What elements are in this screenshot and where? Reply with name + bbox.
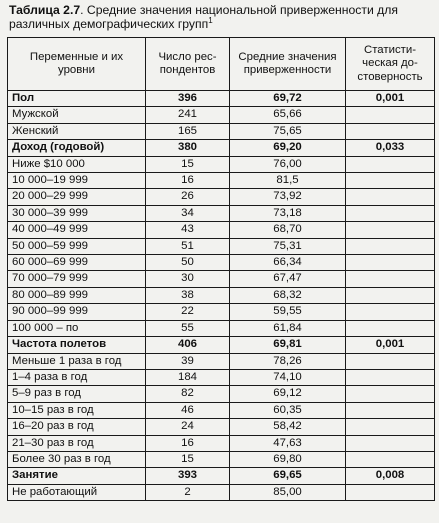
table-cell: 0,001: [346, 337, 435, 353]
table-cell: 55: [146, 320, 230, 336]
table-body: [8, 91, 435, 501]
table-cell: 66,34: [230, 255, 346, 271]
table-cell: 75,31: [230, 238, 346, 254]
table-cell: 43: [146, 222, 230, 238]
table-cell: 58,42: [230, 419, 346, 435]
table-cell: [346, 484, 435, 500]
table-cell: 70 000–79 999: [8, 271, 146, 287]
table-cell: 241: [146, 107, 230, 123]
table-cell: Меньше 1 раза в год: [8, 353, 146, 369]
table-cell: [346, 287, 435, 303]
table-row: [8, 484, 435, 500]
table-row: [8, 255, 435, 271]
table-cell: 38: [146, 287, 230, 303]
table-row: [8, 369, 435, 385]
table-cell: 59,55: [230, 304, 346, 320]
table-cell: [346, 238, 435, 254]
table-row: [8, 189, 435, 205]
table-cell: Пол: [8, 91, 146, 107]
table-cell: [346, 369, 435, 385]
table-cell: 90 000–99 999: [8, 304, 146, 320]
table-cell: 50 000–59 999: [8, 238, 146, 254]
table-cell: 396: [146, 91, 230, 107]
table-cell: 82: [146, 386, 230, 402]
table-cell: [346, 271, 435, 287]
table-cell: 69,65: [230, 468, 346, 484]
table-cell: Более 30 раз в год: [8, 451, 146, 467]
table-cell: 24: [146, 419, 230, 435]
table-cell: [346, 435, 435, 451]
table-cell: 60,35: [230, 402, 346, 418]
table-row: [8, 304, 435, 320]
table-cell: 81,5: [230, 173, 346, 189]
table-row: [8, 123, 435, 139]
table-row: [8, 222, 435, 238]
table-cell: [346, 304, 435, 320]
table-row: [8, 205, 435, 221]
table-cell: Женский: [8, 123, 146, 139]
table-cell: 61,84: [230, 320, 346, 336]
table-cell: 80 000–89 999: [8, 287, 146, 303]
group-row: [8, 140, 435, 156]
table-cell: [346, 386, 435, 402]
table-caption: [9, 3, 434, 31]
table-cell: 380: [146, 140, 230, 156]
table-cell: [346, 255, 435, 271]
table-cell: 406: [146, 337, 230, 353]
table-cell: [346, 156, 435, 172]
table-cell: 5–9 раз в год: [8, 386, 146, 402]
table-cell: 10 000–19 999: [8, 173, 146, 189]
table-cell: 60 000–69 999: [8, 255, 146, 271]
table-cell: 2: [146, 484, 230, 500]
table-cell: 69,81: [230, 337, 346, 353]
table-cell: Доход (годовой): [8, 140, 146, 156]
table-cell: Занятие: [8, 468, 146, 484]
table-cell: 16–20 раз в год: [8, 419, 146, 435]
table-cell: 16: [146, 173, 230, 189]
table-cell: [346, 451, 435, 467]
table-cell: 30: [146, 271, 230, 287]
table-cell: 15: [146, 451, 230, 467]
table-cell: [346, 402, 435, 418]
table-row: [8, 107, 435, 123]
table-cell: 21–30 раз в год: [8, 435, 146, 451]
header-row: [8, 38, 435, 91]
table-cell: [346, 123, 435, 139]
header-cell: Средние значения приверженности: [230, 38, 346, 91]
table-cell: 67,47: [230, 271, 346, 287]
header-cell: Переменные и их уровни: [8, 38, 146, 91]
table-cell: 100 000 – по: [8, 320, 146, 336]
table-cell: 65,66: [230, 107, 346, 123]
table-cell: 10–15 раз в год: [8, 402, 146, 418]
table-cell: 50: [146, 255, 230, 271]
table-cell: 184: [146, 369, 230, 385]
table-cell: 165: [146, 123, 230, 139]
table-cell: 0,001: [346, 91, 435, 107]
table-cell: 22: [146, 304, 230, 320]
table-cell: 68,32: [230, 287, 346, 303]
table-row: [8, 451, 435, 467]
table-cell: [346, 353, 435, 369]
table-cell: 26: [146, 189, 230, 205]
table-cell: Мужской: [8, 107, 146, 123]
table-cell: 30 000–39 999: [8, 205, 146, 221]
caption-text: . Средние значения национальной приверженности для различных демографических групп: [9, 3, 398, 31]
table-cell: 69,20: [230, 140, 346, 156]
table-cell: 75,65: [230, 123, 346, 139]
table-cell: [346, 419, 435, 435]
table-row: [8, 271, 435, 287]
table-cell: 46: [146, 402, 230, 418]
table-cell: 0,033: [346, 140, 435, 156]
table-cell: 74,10: [230, 369, 346, 385]
table-cell: 16: [146, 435, 230, 451]
table-row: [8, 353, 435, 369]
table-row: [8, 386, 435, 402]
table-row: [8, 402, 435, 418]
group-row: [8, 337, 435, 353]
table-cell: 51: [146, 238, 230, 254]
table-cell: 393: [146, 468, 230, 484]
table-cell: [346, 107, 435, 123]
table-cell: 34: [146, 205, 230, 221]
table-cell: [346, 173, 435, 189]
group-row: [8, 91, 435, 107]
table-cell: 20 000–29 999: [8, 189, 146, 205]
table-cell: 40 000–49 999: [8, 222, 146, 238]
table-cell: 73,18: [230, 205, 346, 221]
table-row: [8, 320, 435, 336]
table-cell: 47,63: [230, 435, 346, 451]
table-cell: 69,12: [230, 386, 346, 402]
table-row: [8, 287, 435, 303]
table-cell: 69,80: [230, 451, 346, 467]
table-cell: 76,00: [230, 156, 346, 172]
table-cell: [346, 320, 435, 336]
table-cell: [346, 222, 435, 238]
table-cell: Не работающий: [8, 484, 146, 500]
table-cell: 15: [146, 156, 230, 172]
table-cell: 73,92: [230, 189, 346, 205]
table-cell: 1–4 раза в год: [8, 369, 146, 385]
table-cell: [346, 205, 435, 221]
table-cell: [346, 189, 435, 205]
header-cell: Число рес-пондентов: [146, 38, 230, 91]
header-cell: Статисти-ческая до-стоверность: [346, 38, 435, 91]
table-cell: 39: [146, 353, 230, 369]
table-cell: 0,008: [346, 468, 435, 484]
caption-label: Таблица 2.7: [9, 3, 81, 17]
table-cell: 78,26: [230, 353, 346, 369]
data-table: [7, 37, 435, 501]
table-cell: Частота полетов: [8, 337, 146, 353]
table-cell: 68,70: [230, 222, 346, 238]
table-row: [8, 156, 435, 172]
table-row: [8, 238, 435, 254]
table-cell: 85,00: [230, 484, 346, 500]
table-cell: Ниже $10 000: [8, 156, 146, 172]
caption-footnote: 1: [208, 15, 213, 25]
table-row: [8, 435, 435, 451]
table-row: [8, 173, 435, 189]
group-row: [8, 468, 435, 484]
table-cell: 69,72: [230, 91, 346, 107]
table-row: [8, 419, 435, 435]
